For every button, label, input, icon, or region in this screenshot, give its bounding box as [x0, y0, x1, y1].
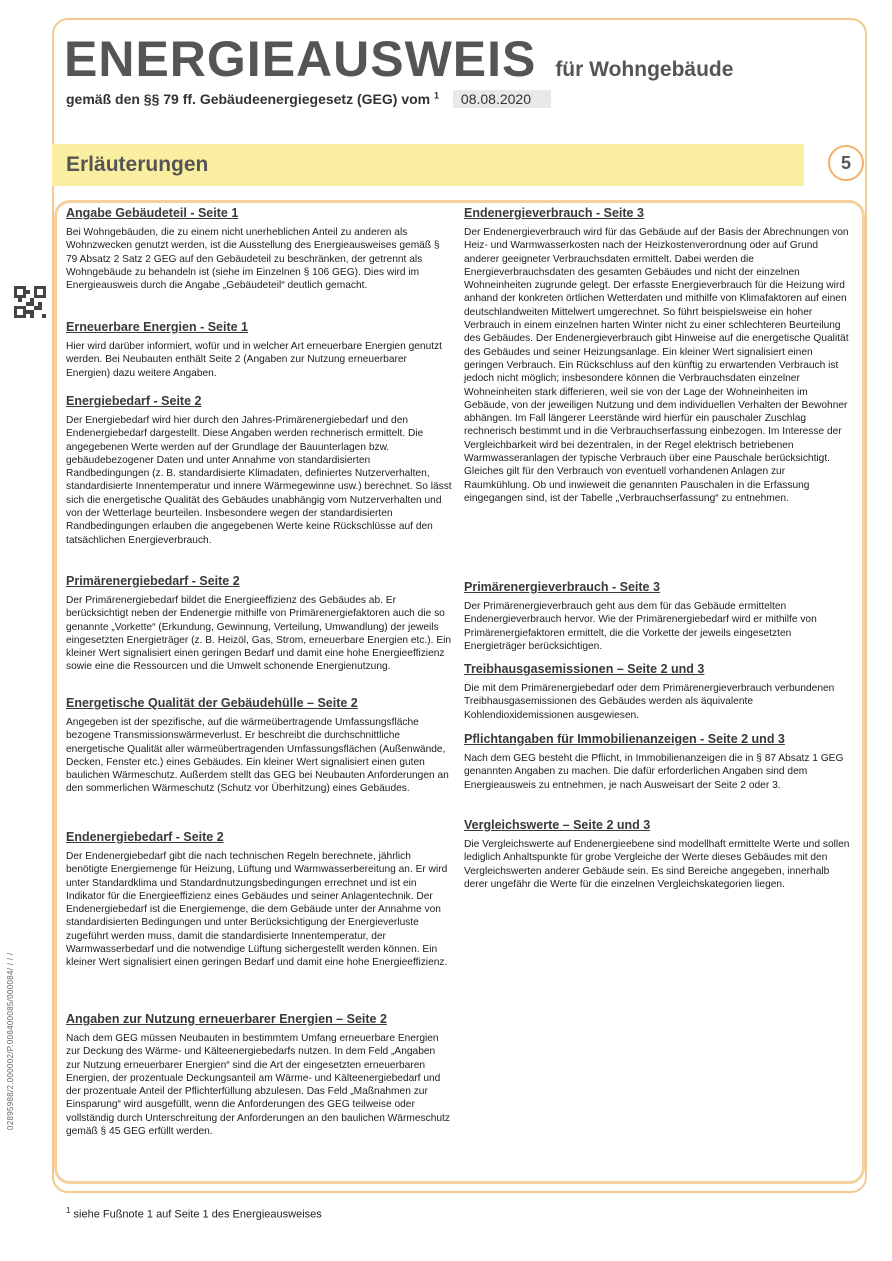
section-heading: Endenergieverbrauch - Seite 3 — [464, 206, 644, 220]
issue-date-field: 08.08.2020 — [453, 90, 551, 108]
section-text: Die mit dem Primärenergiebedarf oder dem Primärenergieverbrauch verbundenen Treibhausgasemissionen des Gebäudes werden als äquivalente Kohlendioxidemissionen ausgewiesen. — [464, 683, 835, 721]
page-number-badge: 5 — [828, 145, 864, 181]
section-heading: Energetische Qualität der Gebäudehülle – Seite 2 — [66, 696, 358, 710]
section-vergleichswerte — [464, 818, 850, 891]
footnote-mark: 1 — [66, 1206, 71, 1215]
section-energiebedarf — [66, 394, 452, 547]
section-text: Der Endenergiebedarf gibt die nach technischen Regeln berechnete, jährlich benötigte Energiemenge für Heizung, Lüftung und Warmwasserbereitung an. Er wird unter Standardklima und Standardnutzungsbedingungen errechnet und ist ein Indikator für die Energieeffizienz eines Gebäudes und seiner Anlagentechnik. Der Endenergiebedarf ist die Energiemenge, die dem Gebäude unter der Annahme von standardisierten Bedingungen und unter Berücksichtigung der Energieverluste zugeführt werden muss, damit die standardisierte Innentemperatur, der Warmwasserbedarf und die notwendige Lüftung sichergestellt werden können. Ein kleiner Wert signalisiert einen geringen Bedarf und damit eine hohe Energieeffizienz. — [66, 851, 448, 969]
section-pflichtangaben — [464, 732, 850, 792]
footnote-reference: 1 — [434, 90, 440, 101]
section-erneuerbare-energien — [66, 320, 452, 380]
section-heading: Energiebedarf - Seite 2 — [66, 394, 202, 408]
footnote-text: siehe Fußnote 1 auf Seite 1 des Energieausweises — [73, 1208, 322, 1221]
section-heading: Angaben zur Nutzung erneuerbarer Energien – Seite 2 — [66, 1012, 387, 1026]
section-angabe-gebaeudeteil — [66, 206, 452, 292]
section-heading: Pflichtangaben für Immobilienanzeigen - Seite 2 und 3 — [464, 732, 785, 746]
section-text: Der Energiebedarf wird hier durch den Jahres-Primärenergiebedarf und den Endenergiebedarf dargestellt. Diese Angaben werden rechnerisch ermittelt. Die angegebenen Werte werden auf der Grundlage der Bauunterlagen bzw. gebäudebezogener Daten und unter Annahme von standardisierten Randbedingungen (z. B. standardisierte Klimadaten, definiertes Nutzerverhalten, standardisierte Innentemperatur und innere Wärmegewinne usw.) berechnet. So lässt sich die energetische Qualität des Gebäudes unabhängig vom Nutzerverhalten und von der Wetterlage beurteilen. Insbesondere wegen der standardisierten Randbedingungen erlauben die angegebenen Werte keine Rückschlüsse auf den tatsächlichen Energieverbrauch. — [66, 415, 452, 546]
section-heading: Angabe Gebäudeteil - Seite 1 — [66, 206, 239, 220]
section-heading: Endenergiebedarf - Seite 2 — [66, 830, 224, 844]
title-main: ENERGIEAUSWEIS — [64, 31, 537, 87]
legal-basis-line — [66, 90, 551, 108]
section-heading: Erneuerbare Energien - Seite 1 — [66, 320, 249, 334]
document-id-code: 02895988/2.000002/P.008400085/000084/ / / / — [6, 952, 15, 1130]
section-text: Angegeben ist der spezifische, auf die wärmeübertragende Umfassungsfläche bezogene Transmissionswärmeverlust. Er beschreibt die durchschnittliche energetische Qualität aller wärmeübertragenden Umfassungsflächen (Außenwände, Decken, Fenster etc.) eines Gebäudes. Ein kleiner Wert signalisiert einen guten baulichen Wärmeschutz. Außerdem stellt das GEG bei Neubauten Anforderungen an den sommerlichen Wärmeschutz (Schutz vor Überhitzung) eines Gebäudes. — [66, 717, 449, 795]
section-text: Der Endenergieverbrauch wird für das Gebäude auf der Basis der Abrechnungen von Heiz- und Warmwasserkosten nach der Heizkostenverordnung oder auf Grund anderer geeigneter Verbrauchsdaten ermittelt. Dabei werden die Energieverbrauchsdaten des gesamten Gebäudes und nicht der einzelnen Wohneinheiten zugrunde gelegt. Der erfasste Energieverbrauch für die Heizung wird anhand der konkreten örtlichen Wetterdaten und mithilfe von Klimafaktoren auf einen deutschlandweiten Mittelwert umgerechnet. So führt beispielsweise ein hoher Verbrauch in einem einzelnen harten Winter nicht zu einer schlechteren Beurteilung des Gebäudes. Der Endenergieverbrauch gibt Hinweise auf die energetische Qualität des Gebäudes und seiner Heizungsanlage. Ein kleiner Wert signalisiert einen geringen Verbrauch. Ein Rückschluss auf den künftig zu erwartenden Verbrauch ist jedoch nicht möglich; insbesondere können die Verbrauchsdaten einzelner Wohneinheiten stark differieren, weil sie von der Lage der Wohneinheiten im Gebäude, von der jeweiligen Nutzung und dem individuellen Verhalten der Bewohner abhängen. Im Fall längerer Leerstände wird hierfür ein pauschaler Zuschlag rechnerisch bestimmt und in die Verbrauchserfassung einbezogen. Im Interesse der Vergleichbarkeit wird bei dezentralen, in der Regel elektrisch betriebenen Warmwasseranlagen der typische Verbrauch über eine Pauschale berücksichtigt. Gleiches gilt für den Verbrauch von eventuell vorhandenen Anlagen zur Raumkühlung. Ob und inwieweit die genannten Pauschalen in die Erfassung eingegangen sind, ist der Tabelle „Verbrauchserfassung“ zu entnehmen. — [464, 227, 849, 504]
qr-code-icon — [14, 286, 46, 318]
section-treibhausgasemissionen — [464, 662, 850, 722]
section-heading: Vergleichswerte – Seite 2 und 3 — [464, 818, 651, 832]
section-energetische-qualitaet — [66, 696, 452, 796]
section-primaerenergieverbrauch — [464, 580, 850, 653]
title-subtitle: für Wohngebäude — [555, 58, 734, 81]
section-text: Die Vergleichswerte auf Endenergieebene sind modellhaft ermittelte Werte und sollen lediglich Anhaltspunkte für grobe Vergleiche der Werte dieses Gebäudes mit den Vergleichswerten anderer Gebäude sein. Es sind Bereiche angegeben, innerhalb derer ungefähr die Werte für die einzelnen Vergleichskategorien liegen. — [464, 839, 850, 890]
section-text: Nach dem GEG besteht die Pflicht, in Immobilienanzeigen die in § 87 Absatz 1 GEG genannten Angaben zu machen. Die dafür erforderlichen Angaben sind dem Energieausweis zu entnehmen, je nach Ausweisart der Seite 2 oder 3. — [464, 753, 844, 791]
section-text: Hier wird darüber informiert, wofür und in welcher Art erneuerbare Energien genutzt werden. Bei Neubauten enthält Seite 2 (Angaben zur Nutzung erneuerbarer Energien) dazu weitere Angaben. — [66, 341, 442, 379]
section-heading: Treibhausgasemissionen – Seite 2 und 3 — [464, 662, 705, 676]
section-heading: Primärenergieverbrauch - Seite 3 — [464, 580, 660, 594]
section-text: Der Primärenergieverbrauch geht aus dem für das Gebäude ermittelten Endenergieverbrauch hervor. Wie der Primärenergiebedarf wird er mithilfe von Primärenergiefaktoren ermittelt, die die Vorkette der jeweils eingesetzten Energieträger berücksichtigen. — [464, 601, 817, 652]
section-title: Erläuterungen — [66, 153, 209, 176]
section-text: Bei Wohngebäuden, die zu einem nicht unerheblichen Anteil zu anderen als Wohnzwecken genutzt werden, ist die Ausstellung des Energieausweises gemäß § 79 Absatz 2 Satz 2 GEG auf den Gebäudeteil zu beschränken, der getrennt als Wohngebäude zu behandeln ist (siehe im Einzelnen § 106 GEG). Dies wird im Energieausweis durch die Angabe „Gebäudeteil“ deutlich gemacht. — [66, 227, 440, 292]
section-nutzung-erneuerbarer-energien — [66, 1012, 452, 1138]
section-endenergiebedarf — [66, 830, 452, 970]
legal-basis-text: gemäß den §§ 79 ff. Gebäudeenergiegesetz (GEG) vom — [66, 91, 431, 107]
section-primaerenergiebedarf — [66, 574, 452, 674]
section-endenergieverbrauch — [464, 206, 850, 505]
section-header — [52, 144, 804, 186]
section-text: Der Primärenergiebedarf bildet die Energieeffizienz des Gebäudes ab. Er berücksichtigt neben der Endenergie mithilfe von Primärenergiefaktoren auch die so genannte „Vorkette“ (Erkundung, Gewinnung, Verteilung, Umwandlung) der jeweils eingesetzten Energieträger (z. B. Heizöl, Gas, Strom, erneuerbare Energien etc.). Ein kleiner Wert signalisiert einen geringen Bedarf und damit eine hohe Energieeffizienz sowie eine die Ressourcen und die Umwelt schonende Energienutzung. — [66, 595, 452, 673]
section-text: Nach dem GEG müssen Neubauten in bestimmtem Umfang erneuerbare Energien zur Deckung des Wärme- und Kälteenergiebedarfs nutzen. In dem Feld „Angaben zur Nutzung erneuerbarer Energien“ sind die Art der eingesetzten erneuerbaren Energien, der prozentuale Deckungsanteil am Wärme- und Kälteenergiebedarf und der prozentuale Anteil der Pflichterfüllung abzulesen. Das Feld „Maßnahmen zur Einsparung“ wird ausgefüllt, wenn die Anforderungen des GEG teilweise oder vollständig durch Unterschreitung der Anforderungen an den baulichen Wärmeschutz gemäß § 45 GEG erfüllt werden. — [66, 1033, 450, 1138]
section-heading: Primärenergiebedarf - Seite 2 — [66, 574, 240, 588]
footnote — [66, 1206, 322, 1221]
